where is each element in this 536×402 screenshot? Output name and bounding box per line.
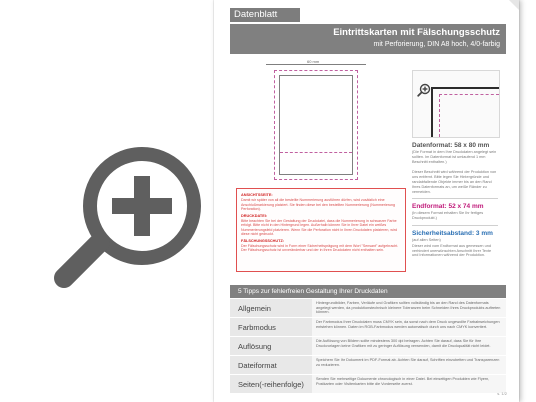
width-dimension bbox=[266, 60, 366, 67]
end-format-text: (In diesem Format erhalten Sie Ihr fertiges Druckprodukt.) bbox=[412, 211, 484, 221]
notice-heading-security: FÄLSCHUNGSSCHUTZ: bbox=[241, 238, 285, 243]
table-row bbox=[230, 356, 506, 375]
ticket-template bbox=[266, 60, 366, 180]
table-row bbox=[230, 318, 506, 337]
width-dimension-label: 60 mm bbox=[307, 59, 320, 64]
data-format-text: (Die Format in dem Ihre Druckdaten angelegt sein sollten. Im Datenformat ist umlaufend 1 mm Beschnitt enthalten.) bbox=[412, 150, 497, 164]
tip-label: Farbmodus bbox=[230, 318, 312, 336]
notice-text-file: Bitte beachten Sie bei der Gestaltung der Druckdatei, dass die Nummerierung in schwarzer Farbe erfolgt. Bitte nicht in den Hintergrund legen. Außerhalb können Sie in Ihrer Datei ein weißes Nummerierungsfeld platzieren. Wenn Sie die Perforation nicht in Ihren Druckdaten platzieren, wird diese nicht gedruckt. bbox=[241, 218, 397, 236]
datasheet-page bbox=[214, 0, 519, 402]
table-row bbox=[230, 299, 506, 318]
detail-zoom-icon[interactable] bbox=[417, 83, 431, 97]
tip-label: Auflösung bbox=[230, 337, 312, 355]
perforation-line bbox=[280, 152, 352, 153]
tip-text: Der Farbmodus Ihrer Druckdaten muss CMYK sein, da sonst nach dem Druck ungewollte Farbabweichungen entstehen können. Daten im RGB-Farbmodus werden automatisch durch uns nach CMYK konvertiert. bbox=[312, 318, 506, 336]
product-subtitle: mit Perforierung, DIN A8 hoch, 4/0-farbig bbox=[373, 41, 500, 48]
tips-table bbox=[230, 299, 506, 394]
bleed-text: Dieser Beschnitt wird während der Produktion von uns entfernt. Bitte legen Sie Hintergründe und randabfallende Objekte immer bis an den Rand Ihres Datenformats an, um weiße Ränder zu vermeiden. bbox=[412, 170, 497, 194]
tip-text: Senden Sie mehrseitige Dokumente chronologisch in einer Datei. Bei einseitigen Produkten wie Flyern, Postkarten oder Visitenkarten bitte die Vorderseite zuerst. bbox=[312, 375, 506, 393]
safety-text: Dieser wird vom Endformat aus gemessen und verhindert unerwünschten Anschnitt Ihrer Texte und Informationen während der Produktion. bbox=[412, 243, 492, 258]
tip-label: Dateiformat bbox=[230, 356, 312, 374]
zoom-in-icon[interactable] bbox=[50, 138, 210, 298]
safety-title: Sicherheitsabstand: 3 mm bbox=[412, 229, 493, 237]
page-number: s. 1/2 bbox=[497, 391, 507, 396]
product-title: Eintrittskarten mit Fälschungsschutz bbox=[333, 27, 500, 38]
end-format-title: Endformat: 52 x 74 mm bbox=[412, 203, 484, 211]
format-specs bbox=[412, 142, 498, 258]
notice-heading-file: DRUCKDATEI: bbox=[241, 213, 268, 218]
table-row bbox=[230, 337, 506, 356]
tips-title: 5 Tipps zur fehlerfreien Gestaltung Ihrer Druckdaten bbox=[230, 285, 506, 298]
notice-text-view: Damit wir später von all die bestellte Nummerierung ausführen dürfen, wird zusätzlich eine Anschlußmarkierung platziert. Sie finden diese bei den bestellten Nummerierung (Nummerierung Perforation). bbox=[241, 198, 396, 211]
end-format-outline bbox=[279, 75, 353, 175]
table-row bbox=[230, 375, 506, 394]
print-notice-box bbox=[236, 188, 406, 272]
corner-detail bbox=[412, 70, 500, 138]
notice-text-security: Der Fälschungsschutz wird in Form einer Sicherheitsprägung mit dem Wort "Sensant" aufgebracht. Der Fälschungsschutz ist unveränderbar und der in Ihren Druckdaten nicht enthalten sein. bbox=[241, 243, 399, 252]
page-fold bbox=[509, 0, 519, 10]
data-format-title: Datenformat: 58 x 80 mm bbox=[412, 142, 490, 149]
tip-text: Hintergrundbilder, Farben, Verläufe und Grafiken sollten vollständig bis an den Rand des Datenformats angelegt werden, da produktionstechnisch kleinere Toleranzen beim Schneiden Ihres Druckprodukts auftreten können. bbox=[312, 299, 506, 317]
tip-text: Speichern Sie Ihr Dokument im PDF-Format ab. Achten Sie darauf, Schriften einzubetten und Transparenzen zu reduzieren. bbox=[312, 356, 506, 374]
tip-text: Die Auflösung von Bildern sollte mindestens 300 dpi betragen. Achten Sie darauf, dass Sie für Ihre Druckvorlagen keine Grafiken mit zu geringer Auflösung verwenden, damit die Druckqualität nicht leidet. bbox=[312, 337, 506, 355]
safety-sub: (auf allen Seiten) bbox=[412, 237, 441, 242]
tip-label: Allgemein bbox=[230, 299, 312, 317]
datasheet-tag: Datenblatt bbox=[230, 8, 300, 22]
tip-label: Seiten(-reihenfolge) bbox=[230, 375, 312, 393]
notice-heading-view: ANSICHTSSEITE: bbox=[241, 193, 273, 197]
title-bar bbox=[230, 24, 506, 54]
